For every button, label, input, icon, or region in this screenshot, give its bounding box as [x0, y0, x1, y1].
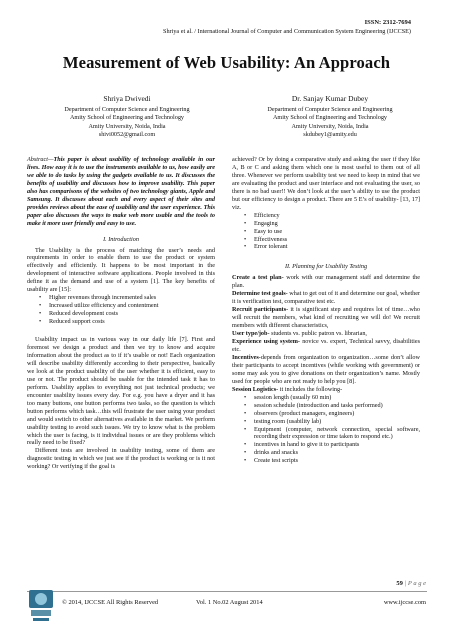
- list-item: • Reduced development costs: [49, 310, 215, 318]
- plan-text: depends from organization to organization…some don’t allow their participants to accept incentives (while working with government) or some may ask you to give donations on their organization’s name. Mostly used for people who are not ready to help you [8].: [232, 353, 420, 385]
- list-item: • Reduced support costs: [49, 318, 215, 326]
- list-item: • Create test scripts: [254, 457, 420, 465]
- plan-label: User type/job-: [232, 330, 270, 338]
- plan-item: [232, 274, 420, 290]
- abstract: [27, 156, 215, 228]
- plan-item: [232, 354, 420, 386]
- author-name: Dr. Sanjay Kumar Dubey: [291, 94, 369, 103]
- list-item: • Efficiency: [254, 212, 420, 220]
- list-item: • Error tolerant: [254, 243, 420, 251]
- plan-label: Create a test plan-: [232, 274, 284, 282]
- list-item: • Equipment (computer, network connection, special software, recording their expression or time taken to respond etc.): [254, 426, 420, 442]
- list-item: • session schedule (introduction and tasks performed): [254, 402, 420, 410]
- author-school: Amity School of Engineering and Technology: [69, 114, 185, 122]
- author-block-1: [27, 95, 227, 140]
- journal-citation: Shriya et al. / International Journal of Computer and Communication System Engineering (IJCCSE): [163, 28, 411, 35]
- plan-item: [232, 330, 420, 338]
- footer-copyright: © 2014, IJCCSE All Rights Reserved: [62, 599, 159, 606]
- list-item: • testing room (usability lab): [254, 418, 420, 426]
- plan-text: students vs. public patron vs. librarian,: [269, 330, 367, 338]
- plan-text: novice vs. expert, Technical savvy, disabilities etc.: [232, 338, 420, 353]
- plan-text: it is significant step and requires lot of time…who will recruit the members, what kind of recruiting we will do! We recruit members with different characteristics,: [232, 306, 420, 330]
- page-word: | P a g e: [402, 580, 426, 587]
- plan-label: Determine test goals-: [232, 290, 288, 298]
- logistics-list: [232, 394, 420, 466]
- plan-item: [232, 306, 420, 330]
- author-dept: Department of Computer Science and Engineering: [267, 105, 393, 113]
- issn: ISSN: 2312-7694: [364, 19, 411, 26]
- page-header: [163, 18, 411, 36]
- intro-paragraph-3: Different tests are involved in usability testing, some of them are diagnostic testing in which we just see if the product is working or is it not working? Or verifying if the goal is: [27, 447, 215, 471]
- list-item: • Higher revenues through incremented sales: [49, 294, 215, 302]
- author-univ: Amity University, Noida, India: [88, 122, 166, 130]
- benefits-list: [27, 294, 215, 326]
- page-number-value: 59: [396, 580, 403, 587]
- list-item: • Easy to use: [254, 228, 420, 236]
- section-heading-planning: II. Planning for Usability Testing: [284, 263, 368, 271]
- author-univ: Amity University, Noida, India: [291, 122, 369, 130]
- journal-logo-icon: [27, 588, 55, 624]
- page-number: [396, 580, 426, 587]
- left-column: [27, 156, 215, 471]
- section-heading-introduction: I. Introduction: [103, 235, 139, 243]
- five-es-list: [232, 212, 420, 252]
- list-item: • drinks and snacks: [254, 449, 420, 457]
- right-column: [232, 156, 420, 465]
- plan-label: Session Logistics-: [232, 385, 279, 393]
- intro-paragraph-1: The Usability is the process of matching the user’s needs and requirements in order to enable them to use the product or system effectively and efficiently. It happens to be most important in the development of interactive software applications. People involved in this define it as the demand and use of a system [1]. The key benefits of usability are [15]:: [27, 246, 215, 294]
- list-item: • incentives in hand to give it to participants: [254, 441, 420, 449]
- paper-title: Measurement of Web Usability: An Approach: [62, 53, 391, 72]
- footer-divider: [27, 591, 427, 592]
- plan-item: [232, 386, 420, 394]
- plan-label: Incentives-: [232, 353, 261, 361]
- plan-item: [232, 290, 420, 306]
- author-block-2: [230, 95, 430, 140]
- author-email: skdubey1@amity.edu: [303, 131, 357, 139]
- plan-text: work with our management staff and determine the plan.: [232, 274, 421, 290]
- author-email: shivi0052@gmail.com: [98, 131, 156, 139]
- list-item: • session length (usually 60 min): [254, 394, 420, 402]
- author-dept: Department of Computer Science and Engineering: [64, 105, 190, 113]
- author-school: Amity School of Engineering and Technology: [272, 114, 388, 122]
- plan-label: Experience using system-: [232, 338, 300, 346]
- plan-text: what to get out of it and determine our goal, whether it is verification test, comparative test etc.: [232, 290, 421, 306]
- intro-paragraph-2: Usability impact us in various way in our daily life [7]. First and foremost we design a product and then we try to know and acquire information about the product as to if it’s usable or not! Each organization will describe usability differently according to their perspective, basically we look at the product usability of the user whether it is efficient, easy to use or not. The product should be usable for the intended task it has to perform. Usability applies to everything not just technical products; we encounter usability issues every day. For e.g. you have a dryer and it has too many buttons, one button performs two tasks, so the question is which button performs which task…this will frustrate the user using your product and would switch to other alternatives available in the market. We perform usability testing to avoid such issues. We try to know what is the problem which the user is facing, is it individual issues or are they problems which really need to be fixed?: [27, 336, 215, 447]
- abstract-text: This paper is about usability of technology available in our lives. How easy it is to use the instruments available to us, how easily are we able to do tasks by using the gadgets available to us. It discusses the benefits of usability and discusses how to improve usability. This paper also has comparisons of the websites of two technology giants, Apple and Samsung. It discusses about each and every aspect of their sites and provides reviews about the ease of usability and the user experience. This paper also discusses the ways to make web more usable and the tools to make it more user friendly and easy to use.: [27, 156, 215, 227]
- author-name: Shriya Dwivedi: [103, 94, 151, 103]
- abstract-lead: Abstract—: [27, 156, 54, 163]
- list-item: • observers (product managers, engineers): [254, 410, 420, 418]
- footer-volume: Vol. 1 No.02 August 2014: [196, 599, 263, 606]
- list-item: • Engaging: [254, 220, 420, 228]
- plan-label: Recruit participants-: [232, 306, 289, 314]
- plan-item: [232, 338, 420, 354]
- intro-paragraph-4: achieved? Or by doing a comparative study and asking the user if they like A, B or C and asking them which one is most useful to them out of all three. Whenever we perform usability test we need to keep in mind that we are evaluating the product and user interface and not evaluating the user, so there is no bad user!! We don’t look at the user’s ability to use the product but our efficiency to design a product. There are 5 E’s of usability- [13, 17] viz.: [232, 156, 420, 211]
- list-item: • Increased utilize efficiency and contentment: [49, 302, 215, 310]
- plan-text: it includes the following-: [278, 385, 343, 393]
- list-item: • Effectiveness: [254, 236, 420, 244]
- footer-website: www.ijccse.com: [383, 599, 426, 606]
